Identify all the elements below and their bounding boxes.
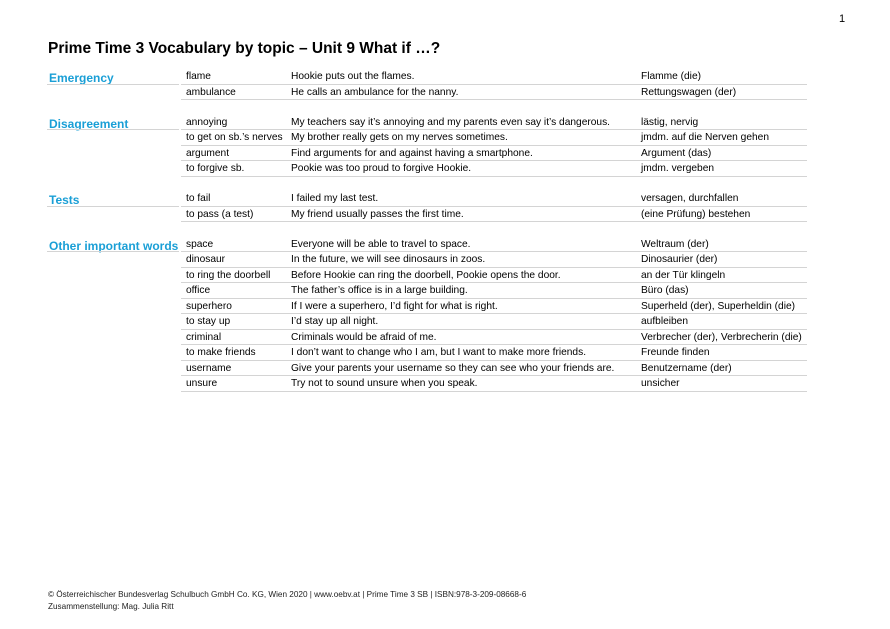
german-translation: Verbrecher (der), Verbrecherin (die)	[641, 331, 802, 343]
german-translation: Büro (das)	[641, 285, 689, 296]
example-sentence: Everyone will be able to travel to space.	[291, 238, 471, 250]
footer	[48, 589, 526, 613]
page-title: Prime Time 3 Vocabulary by topic – Unit 9 What if …?	[48, 40, 441, 57]
german-translation: jmdm. vergeben	[641, 163, 715, 174]
table-row	[47, 345, 807, 361]
table-row	[47, 161, 807, 177]
example-sentence: Pookie was too proud to forgive Hookie.	[291, 163, 472, 174]
example-sentence: I failed my last test.	[291, 193, 379, 204]
table-row	[47, 283, 807, 299]
german-translation: Benutzername (der)	[641, 362, 732, 374]
table-row	[47, 361, 807, 377]
vocabulary-word: to make friends	[186, 347, 256, 358]
german-translation: lästig, nervig	[641, 116, 699, 128]
vocabulary-word: argument	[186, 147, 230, 159]
table-row	[47, 207, 807, 223]
table-row	[47, 237, 807, 253]
table-row	[47, 314, 807, 330]
table-row	[47, 330, 807, 346]
table-row	[47, 130, 807, 146]
german-translation: Freunde finden	[641, 347, 710, 358]
page-number: 1	[839, 13, 846, 25]
vocabulary-word: criminal	[186, 331, 222, 343]
example-sentence: My friend usually passes the first time.	[291, 208, 464, 220]
example-sentence: In the future, we will see dinosaurs in zoos.	[291, 254, 486, 265]
vocabulary-word: dinosaur	[186, 254, 226, 265]
german-translation: Flamme (die)	[641, 71, 702, 82]
topic-heading: Emergency	[49, 71, 114, 85]
example-sentence: Criminals would be afraid of me.	[291, 331, 437, 343]
example-sentence: My teachers say it’s annoying and my parents even say it’s dangerous.	[291, 116, 611, 128]
vocabulary-word: office	[186, 285, 211, 296]
vocabulary-word: unsure	[186, 378, 218, 389]
compiler-line: Zusammenstellung: Mag. Julia Ritt	[48, 602, 174, 611]
example-sentence: I’d stay up all night.	[291, 316, 379, 327]
table-row	[47, 376, 807, 392]
table-row	[47, 252, 807, 268]
german-translation: an der Tür klingeln	[641, 269, 726, 281]
german-translation: Rettungswagen (der)	[641, 86, 737, 98]
example-sentence: Before Hookie can ring the doorbell, Pookie opens the door.	[291, 269, 561, 281]
blank-row	[47, 177, 807, 192]
vocabulary-word: ambulance	[186, 86, 236, 98]
example-sentence: The father’s office is in a large building.	[291, 285, 468, 296]
vocabulary-word: to get on sb.’s nerves	[186, 132, 283, 143]
copyright-line: © Österreichischer Bundesverlag Schulbuch GmbH Co. KG, Wien 2020 | www.oebv.at | Prime Time 3 SB | ISBN:978-3-209-08668-6	[48, 590, 527, 599]
example-sentence: My brother really gets on my nerves sometimes.	[291, 132, 508, 143]
example-sentence: He calls an ambulance for the nanny.	[291, 86, 459, 98]
german-translation: Superheld (der), Superheldin (die)	[641, 300, 796, 312]
vocabulary-word: to pass (a test)	[186, 208, 254, 220]
vocabulary-word: space	[186, 238, 214, 250]
german-translation: Weltraum (der)	[641, 238, 709, 250]
german-translation: unsicher	[641, 378, 680, 389]
topic-heading: Disagreement	[49, 116, 129, 131]
vocabulary-word: superhero	[186, 300, 232, 312]
example-sentence: Hookie puts out the flames.	[291, 71, 415, 82]
german-translation: Dinosaurier (der)	[641, 254, 718, 265]
example-sentence: I don’t want to change who I am, but I want to make more friends.	[291, 347, 587, 358]
vocabulary-word: flame	[186, 71, 211, 82]
table-row	[47, 69, 807, 85]
topic-section	[47, 115, 807, 177]
german-translation: (eine Prüfung) bestehen	[641, 208, 751, 220]
topic-heading: Tests	[49, 193, 80, 207]
blank-row	[47, 222, 807, 237]
topic-section	[47, 191, 807, 222]
vocabulary-word: to forgive sb.	[186, 163, 245, 174]
german-translation: aufbleiben	[641, 316, 689, 327]
german-translation: versagen, durchfallen	[641, 193, 739, 204]
table-row	[47, 85, 807, 101]
table-row	[47, 191, 807, 207]
example-sentence: Find arguments for and against having a smartphone.	[291, 147, 533, 159]
table-row	[47, 268, 807, 284]
topic-section	[47, 69, 807, 100]
topic-heading: Other important words	[49, 238, 179, 253]
german-translation: Argument (das)	[641, 147, 712, 159]
vocabulary-table	[47, 69, 807, 392]
example-sentence: Try not to sound unsure when you speak.	[291, 378, 478, 389]
vocabulary-word: to fail	[186, 193, 211, 204]
table-row	[47, 146, 807, 162]
vocabulary-word: annoying	[186, 116, 228, 128]
vocabulary-word: to ring the doorbell	[186, 269, 271, 281]
example-sentence: If I were a superhero, I’d fight for what is right.	[291, 300, 498, 312]
blank-row	[47, 100, 807, 115]
table-row	[47, 115, 807, 131]
table-row	[47, 299, 807, 315]
german-translation: jmdm. auf die Nerven gehen	[641, 132, 769, 143]
topic-section	[47, 237, 807, 392]
vocabulary-word: to stay up	[186, 316, 231, 327]
example-sentence: Give your parents your username so they can see who your friends are.	[291, 362, 615, 374]
vocabulary-word: username	[186, 362, 232, 374]
